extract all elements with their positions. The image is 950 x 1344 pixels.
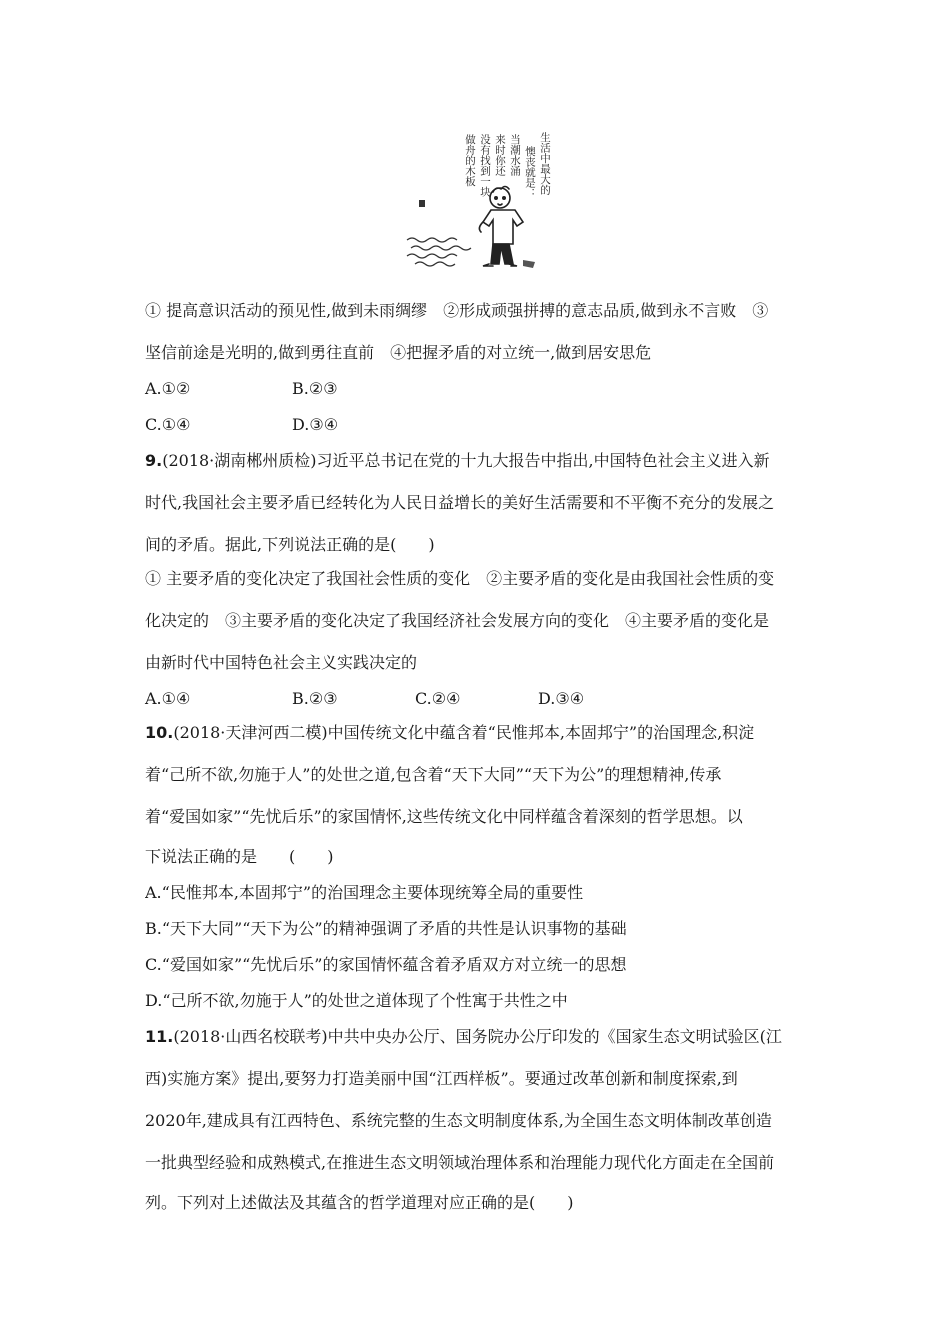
q10-stem-line-1 [145,722,810,744]
caption-column-4: 来时你还 [494,134,506,176]
seal-stamp [419,200,425,207]
q8-option-b: B.②③ [292,379,338,398]
q10-number: 10. [145,723,174,742]
caption-column-2: 懊丧就是： [524,146,536,199]
q10-stem-line-3: 着“爱国如家”“先忧后乐”的家国情怀,这些传统文化中同样蕴含着深刻的哲学思想。以 [145,807,743,826]
caption-column-5: 没有找到一块 [479,134,491,197]
q11-stem-line-1 [145,1026,810,1048]
q9-statement-line-2: 化决定的 ③主要矛盾的变化决定了我国经济社会发展方向的变化 ④主要矛盾的变化是 [145,611,770,630]
q10-option-b: B.“天下大同”“天下为公”的精神强调了矛盾的共性是认识事物的基础 [145,919,627,938]
caption-column-3: 当潮水涌 [509,134,521,176]
q9-stem-text-1: (2018·湖南郴州质检)习近平总书记在党的十九大报告中指出,中国特色社会主义进入新 [162,451,770,470]
q10-stem-text-1: (2018·天津河西二模)中国传统文化中蕴含着“民惟邦本,本固邦宁”的治国理念,积淀 [173,723,755,742]
q10-option-d: D.“己所不欲,勿施于人”的处世之道体现了个性寓于共性之中 [145,991,568,1010]
q11-stem-text-1: (2018·山西名校联考)中共中央办公厅、国务院办公厅印发的《国家生态文明试验区(江 [173,1027,782,1046]
q10-option-a: A.“民惟邦本,本固邦宁”的治国理念主要体现统筹全局的重要性 [145,883,584,902]
q9-option-a: A.①④ [145,689,191,708]
q9-number: 9. [145,451,163,470]
q11-stem-line-5: 列。下列对上述做法及其蕴含的哲学道理对应正确的是( ) [145,1193,574,1212]
q11-stem-line-4: 一批典型经验和成熟模式,在推进生态文明领域治理体系和治理能力现代化方面走在全国前 [145,1153,775,1172]
q8-option-d: D.③④ [292,415,339,434]
q8-statement-line-2: 坚信前途是光明的,做到勇往直前 ④把握矛盾的对立统一,做到居安思危 [145,343,652,362]
q10-stem-line-4: 下说法正确的是 ( ) [145,847,334,866]
q11-stem-line-3: 2020年,建成具有江西特色、系统完整的生态文明制度体系,为全国生态文明体制改革创造 [145,1111,772,1130]
plank-icon [523,260,535,268]
q9-statement-line-1: ① 主要矛盾的变化决定了我国社会性质的变化 ②主要矛盾的变化是由我国社会性质的变 [145,569,775,588]
caption-column-1: 生活中最大的 [539,132,551,195]
water-waves [407,238,471,266]
q9-stem-line-1 [145,450,810,472]
q11-number: 11. [145,1027,174,1046]
q9-stem-line-2: 时代,我国社会主要矛盾已经转化为人民日益增长的美好生活需要和不平衡不充分的发展之 [145,493,775,512]
q8-option-a: A.①② [145,379,191,398]
q9-option-c: C.②④ [415,689,461,708]
q11-stem-line-2: 西)实施方案》提出,要努力打造美丽中国“江西样板”。要通过改革创新和制度探索,到 [145,1069,738,1088]
q8-statement-line-1: ① 提高意识活动的预见性,做到未雨绸缪 ②形成顽强拼搏的意志品质,做到永不言败 ③ [145,301,769,320]
q8-option-c: C.①④ [145,415,191,434]
q9-stem-line-3: 间的矛盾。据此,下列说法正确的是( ) [145,535,435,554]
q10-option-c: C.“爱国如家”“先忧后乐”的家国情怀蕴含着矛盾双方对立统一的思想 [145,955,627,974]
cartoon-illustration [405,120,555,282]
q9-statement-line-3: 由新时代中国特色社会主义实践决定的 [145,653,418,672]
caption-column-6: 做舟的木板 [464,134,476,187]
q9-option-d: D.③④ [538,689,585,708]
q10-stem-line-2: 着“己所不欲,勿施于人”的处世之道,包含着“天下大同”“天下为公”的理想精神,传承 [145,765,722,784]
figure-shirt [483,210,523,244]
q9-option-b: B.②③ [292,689,338,708]
